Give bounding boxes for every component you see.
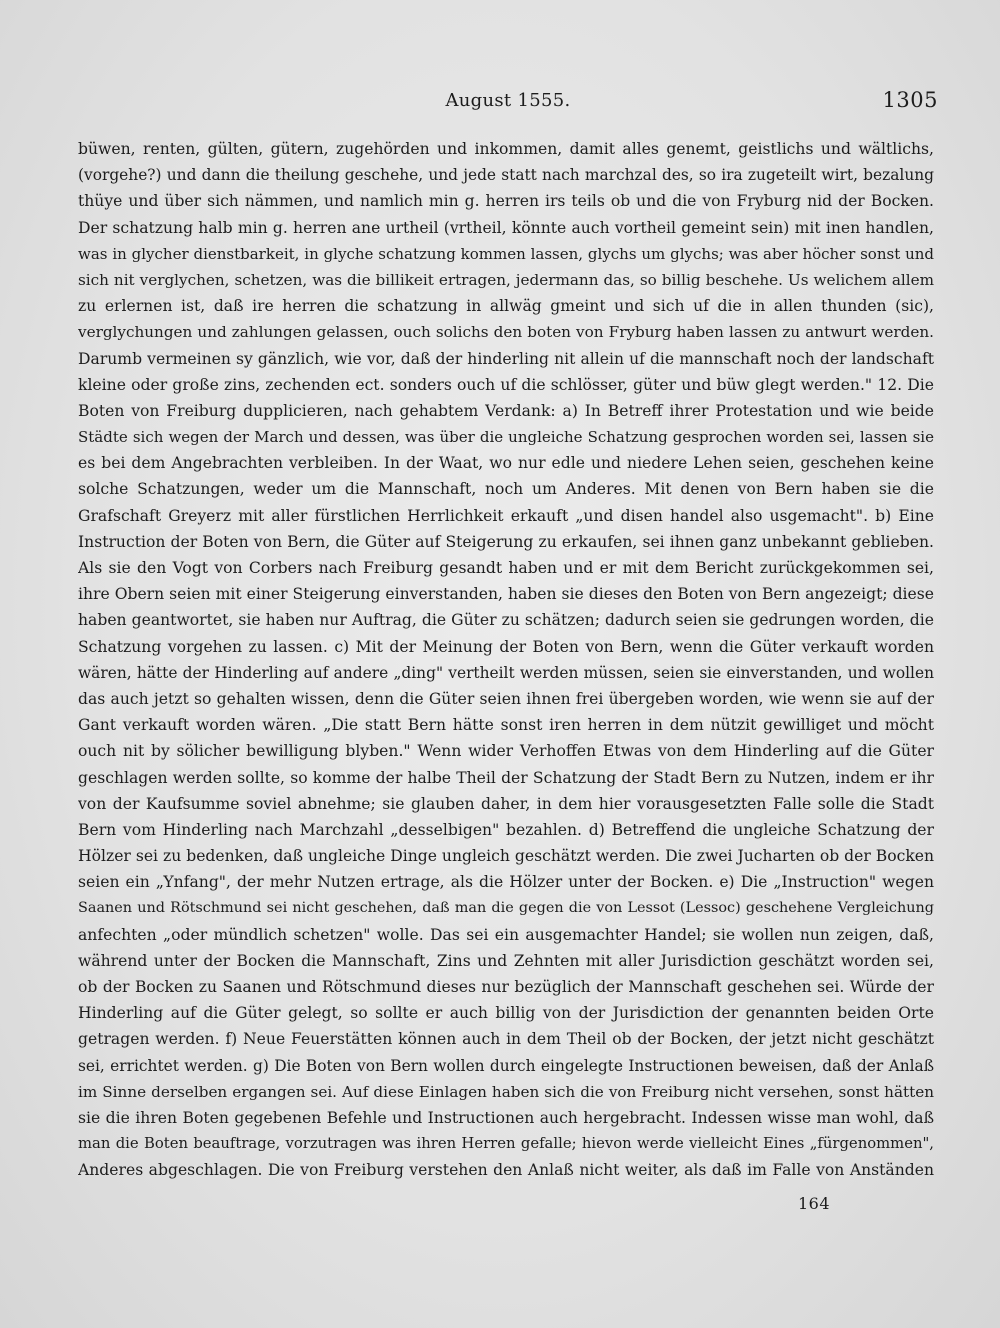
text-line: es bei dem Angebrachten verbleiben. In der Waat, wo nur edle und niedere Lehen seien, geschehen keine <box>78 454 934 473</box>
text-line: zu erlernen ist, daß ire herren die schatzung in allwäg gmeint und sich uf die in allen thunden (sic), <box>78 297 934 316</box>
text-line: ihre Obern seien mit einer Steigerung einverstanden, haben sie dieses den Boten von Bern angezeigt; diese <box>78 585 934 604</box>
text-line: von der Kaufsumme soviel abnehme; sie glauben daher, in dem hier vorausgesetzten Falle solle die Stadt <box>78 794 934 813</box>
text-line: thüye und über sich nämmen, und namlich min g. herren irs teils ob und die von Fryburg nid der Bocken. <box>78 192 934 211</box>
text-line: Der schatzung halb min g. herren ane urtheil (vrtheil, könnte auch vortheil gemeint sein) mit inen handlen, <box>78 218 934 237</box>
text-line: Anderes abgeschlagen. Die von Freiburg verstehen den Anlaß nicht weiter, als daß im Falle von Anständen <box>78 1161 934 1180</box>
text-line: Bern vom Hinderling nach Marchzahl „desselbigen" bezahlen. d) Betreffend die ungleiche Schatzung der <box>78 820 934 839</box>
text-line: Hinderling auf die Güter gelegt, so sollte er auch billig von der Jurisdiction der genannten beiden Orte <box>78 1004 934 1023</box>
text-line: solche Schatzungen, weder um die Mannschaft, noch um Anderes. Mit denen von Bern haben sie die <box>78 480 934 499</box>
text-line: Gant verkauft worden wären. „Die statt Bern hätte sonst iren herren in dem nützit gewilliget und möcht <box>78 716 934 735</box>
text-line: Grafschaft Greyerz mit aller fürstlichen Herrlichkeit erkauft „und disen handel also usgemacht". b) Eine <box>78 506 934 525</box>
text-line: Städte sich wegen der March und dessen, was über die ungleiche Schatzung gesprochen worden sei, lassen sie <box>78 428 934 447</box>
text-line: Instruction der Boten von Bern, die Güter auf Steigerung zu erkaufen, sei ihnen ganz unbekannt geblieben. <box>78 532 934 551</box>
text-line: sei, errichtet werden. g) Die Boten von Bern wollen durch eingelegte Instructionen beweisen, daß der Anlaß <box>78 1056 934 1075</box>
text-line: anfechten „oder mündlich schetzen" wolle. Das sei ein ausgemachter Handel; sie wollen nun zeigen, daß, <box>78 925 934 944</box>
text-line: man die Boten beauftrage, vorzutragen was ihren Herren gefalle; hievon werde vielleicht Eines „fürgenommen", <box>78 1135 934 1153</box>
text-line: sich nit verglychen, schetzen, was die billikeit ertragen, jedermann das, so billig beschehe. Us welichem allem <box>78 270 934 289</box>
text-line: getragen werden. f) Neue Feuerstätten können auch in dem Theil ob der Bocken, der jetzt nicht geschätzt <box>78 1030 934 1049</box>
text-line: was in glycher dienstbarkeit, in glyche schatzung kommen lassen, glychs um glychs; was aber höcher sonst und <box>78 244 934 263</box>
page-number: 1305 <box>882 88 938 112</box>
text-line: Saanen und Rötschmund sei nicht geschehen, daß man die gegen die von Lessot (Lessoc) geschehene Vergleichung <box>78 900 934 917</box>
text-line: seien ein „Ynfang", der mehr Nutzen ertrage, als die Hölzer unter der Bocken. e) Die „Instruction" wegen <box>78 873 934 892</box>
page-header <box>78 88 938 118</box>
text-line: büwen, renten, gülten, gütern, zugehörden und inkommen, damit alles genemt, geistlichs und wältlichs, <box>78 140 934 158</box>
signature-mark: 164 <box>798 1194 831 1213</box>
text-line: ob der Bocken zu Saanen und Rötschmund dieses nur bezüglich der Mannschaft geschehen sei. Würde der <box>78 978 934 996</box>
text-line: wären, hätte der Hinderling auf andere „ding" vertheilt werden müssen, seien sie einverstanden, und wollen <box>78 663 934 682</box>
text-line: ouch nit by sölicher bewilligung blyben." Wenn wider Verhoffen Etwas von dem Hinderling auf die Güter <box>78 742 934 761</box>
text-line: (vorgehe?) und dann die theilung geschehe, und jede statt nach marchzal des, so ira zugeteilt wirt, bezalung <box>78 166 934 185</box>
running-head: August 1555. <box>445 90 571 111</box>
text-line: Hölzer sei zu bedenken, daß ungleiche Dinge ungleich geschätzt werden. Die zwei Jucharten ob der Bocken <box>78 847 934 866</box>
text-line: verglychungen und zahlungen gelassen, ouch solichs den boten von Fryburg haben lassen zu antwurt werden. <box>78 323 934 342</box>
text-line: Als sie den Vogt von Corbers nach Freiburg gesandt haben und er mit dem Bericht zurückgekommen sei, <box>78 559 934 577</box>
text-line: kleine oder große zins, zechenden ect. sonders ouch uf die schlösser, güter und büw glegt werden." 12. Die <box>78 375 934 394</box>
text-line: Darumb vermeinen sy gänzlich, wie vor, daß der hinderling nit allein uf die mannschaft noch der landschaft <box>78 349 934 368</box>
text-line: im Sinne derselben ergangen sei. Auf diese Einlagen haben sich die von Freiburg nicht versehen, sonst hätten <box>78 1082 934 1101</box>
text-line: Boten von Freiburg dupplicieren, nach gehabtem Verdank: a) In Betreff ihrer Protestation und wie beide <box>78 401 934 420</box>
text-line: das auch jetzt so gehalten wissen, denn die Güter seien ihnen frei übergeben worden, wie wenn sie auf der <box>78 689 934 708</box>
text-line: Schatzung vorgehen zu lassen. c) Mit der Meinung der Boten von Bern, wenn die Güter verkauft worden <box>78 637 934 656</box>
text-line: während unter der Bocken die Mannschaft, Zins und Zehnten mit aller Jurisdiction geschätzt worden sei, <box>78 951 934 970</box>
body-text <box>78 136 934 1184</box>
text-line: sie die ihren Boten gegebenen Befehle und Instructionen auch hergebracht. Indessen wisse man wohl, daß <box>78 1108 934 1127</box>
text-line: geschlagen werden sollte, so komme der halbe Theil der Schatzung der Stadt Bern zu Nutzen, indem er ihr <box>78 768 934 787</box>
text-line: haben geantwortet, sie haben nur Auftrag, die Güter zu schätzen; dadurch seien sie gedrungen worden, die <box>78 611 934 630</box>
